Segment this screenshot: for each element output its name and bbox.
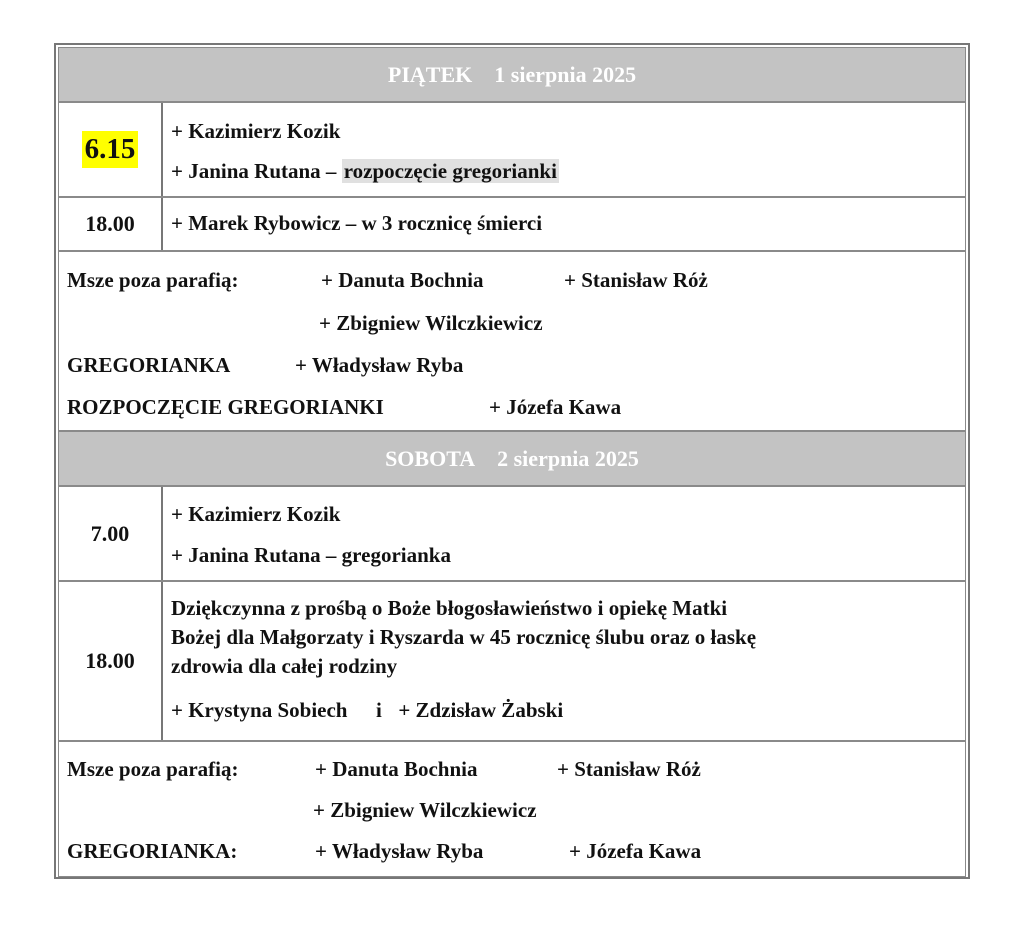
friday-outside-label: Msze poza parafią: — [67, 268, 239, 292]
saturday-slot-1-time: 7.00 — [59, 487, 163, 580]
saturday-date: 2 sierpnia 2025 — [497, 445, 639, 471]
saturday-header — [58, 431, 966, 486]
friday-slot-1-line-2-name: + Janina Rutana – — [171, 159, 342, 183]
friday-day: PIĄTEK — [387, 61, 473, 87]
friday-outside-masses — [58, 251, 966, 431]
mass-schedule-table — [54, 43, 970, 879]
friday-outside-name-2: + Stanisław Róż — [564, 268, 708, 292]
friday-slot-1-line-2-note: rozpoczęcie gregorianki — [343, 159, 557, 183]
friday-gregorian-start-label: ROZPOCZĘCIE GREGORIANKI — [67, 395, 384, 419]
saturday-outside-name-3: + Zbigniew Wilczkiewicz — [313, 798, 537, 822]
saturday-slot-2-intentions — [163, 582, 965, 740]
saturday-slot-2-name-1: + Krystyna Sobiech — [171, 698, 348, 722]
friday-slot-1-line-2 — [171, 159, 559, 184]
saturday-gregorian-label: GREGORIANKA: — [67, 839, 238, 863]
saturday-slot-2-time: 18.00 — [59, 582, 163, 740]
friday-slot-2-line-1: + Marek Rybowicz – w 3 rocznicę śmierci — [171, 211, 543, 235]
saturday-outside-name-2: + Stanisław Róż — [557, 757, 701, 781]
saturday-outside-name-1: + Danuta Bochnia — [315, 757, 478, 781]
friday-date: 1 sierpnia 2025 — [494, 61, 637, 87]
saturday-gregorian-name-2: + Józefa Kawa — [569, 839, 702, 863]
friday-slot-1-time: 6.15 — [82, 131, 139, 168]
friday-slot-1 — [58, 102, 966, 197]
saturday-slot-2 — [58, 581, 966, 741]
saturday-slot-1-line-2: + Janina Rutana – gregorianka — [171, 543, 451, 567]
friday-slot-1-intentions — [163, 103, 965, 196]
saturday-slot-2-line-2: Bożej dla Małgorzaty i Ryszarda w 45 rocznicę ślubu oraz o łaskę — [171, 625, 757, 649]
friday-outside-name-3: + Zbigniew Wilczkiewicz — [319, 311, 543, 335]
saturday-slot-2-line-1: Dziękczynna z prośbą o Boże błogosławieństwo i opiekę Matki — [171, 596, 728, 620]
friday-gregorian-label: GREGORIANKA — [67, 353, 231, 377]
friday-slot-2 — [58, 197, 966, 251]
friday-slot-1-line-1: + Kazimierz Kozik — [171, 119, 341, 143]
friday-outside-name-1: + Danuta Bochnia — [321, 268, 484, 292]
saturday-slot-1-intentions — [163, 487, 965, 580]
friday-gregorian-name: + Władysław Ryba — [295, 353, 464, 377]
saturday-slot-2-name-2: + Zdzisław Żabski — [398, 698, 564, 722]
saturday-slot-2-line-4 — [171, 698, 563, 723]
friday-header — [58, 47, 966, 102]
friday-gregorian-start-name: + Józefa Kawa — [489, 395, 622, 419]
saturday-day: SOBOTA — [385, 445, 476, 471]
saturday-slot-1-line-1: + Kazimierz Kozik — [171, 502, 341, 526]
saturday-outside-label: Msze poza parafią: — [67, 757, 239, 781]
saturday-slot-2-conjunction: i — [375, 698, 382, 722]
saturday-slot-2-line-3: zdrowia dla całej rodziny — [171, 654, 398, 678]
friday-slot-2-time: 18.00 — [59, 198, 163, 250]
friday-slot-2-intentions — [163, 198, 965, 250]
saturday-gregorian-name-1: + Władysław Ryba — [315, 839, 484, 863]
friday-slot-1-time-cell — [59, 103, 163, 196]
saturday-slot-1 — [58, 486, 966, 581]
saturday-outside-masses — [58, 741, 966, 877]
